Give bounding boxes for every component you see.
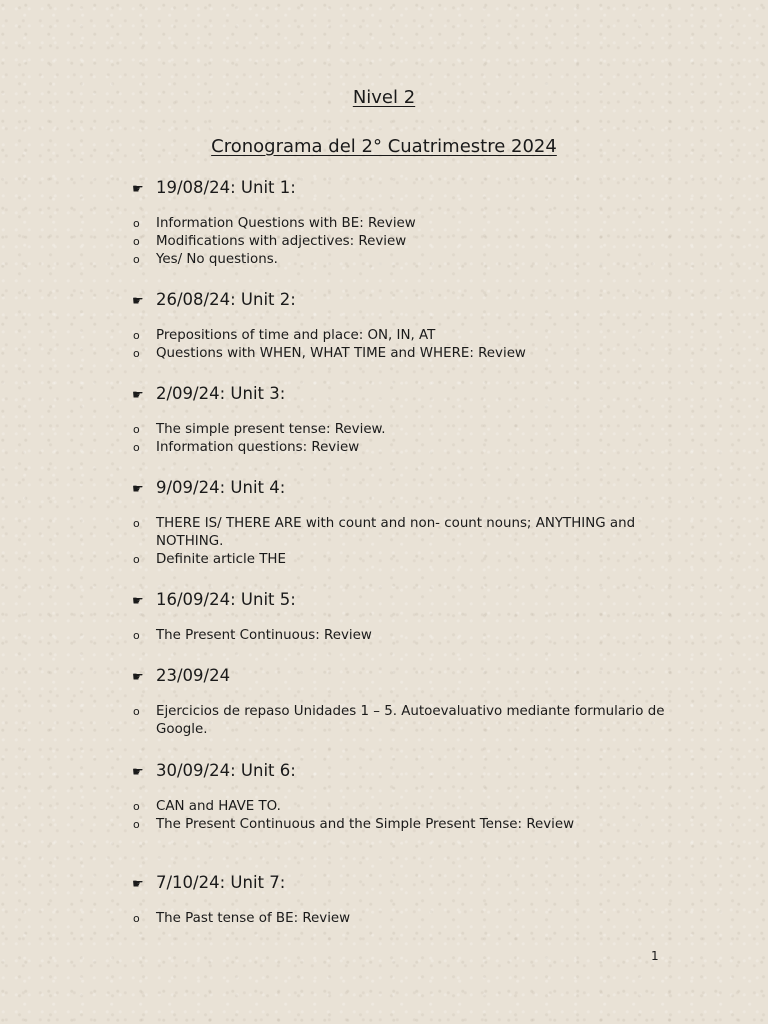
unit-section (132, 665, 672, 739)
topic-item (132, 439, 672, 457)
circle-bullet-icon: o (133, 629, 140, 642)
topic-item (132, 551, 672, 569)
topic-item (132, 233, 672, 251)
hand-pointing-right-icon: ☛ (132, 482, 144, 497)
topic-item (132, 345, 672, 363)
unit-section (132, 289, 672, 363)
topic-text: Yes/ No questions. (156, 252, 278, 267)
document-title: Nivel 2 (352, 87, 416, 108)
unit-heading (132, 872, 672, 894)
unit-heading (132, 177, 672, 199)
topic-list (132, 703, 672, 739)
circle-bullet-icon: o (133, 705, 140, 718)
topic-item (132, 816, 672, 834)
unit-heading-label: 26/08/24: Unit 2: (156, 290, 296, 309)
topic-text: Definite article THE (156, 552, 286, 567)
circle-bullet-icon: o (133, 818, 140, 831)
unit-heading (132, 289, 672, 311)
hand-pointing-right-icon: ☛ (132, 765, 144, 780)
unit-section (132, 383, 672, 457)
unit-heading-label: 7/10/24: Unit 7: (156, 873, 286, 892)
unit-heading-label: 23/09/24 (156, 666, 231, 685)
topic-list (132, 327, 672, 363)
unit-section (132, 589, 672, 645)
unit-heading (132, 383, 672, 405)
unit-heading-label: 16/09/24: Unit 5: (156, 590, 296, 609)
unit-heading-label: 9/09/24: Unit 4: (156, 478, 286, 497)
topic-text: The Present Continuous and the Simple Present Tense: Review (156, 817, 575, 832)
page-number: 1 (651, 949, 659, 963)
topic-item (132, 327, 672, 345)
topic-text: Questions with WHEN, WHAT TIME and WHERE: Review (156, 346, 526, 361)
circle-bullet-icon: o (133, 553, 140, 566)
topic-item (132, 703, 672, 739)
topic-text: CAN and HAVE TO. (156, 799, 281, 814)
circle-bullet-icon: o (133, 347, 140, 360)
hand-pointing-right-icon: ☛ (132, 877, 144, 892)
hand-pointing-right-icon: ☛ (132, 594, 144, 609)
topic-item (132, 421, 672, 439)
unit-heading-label: 30/09/24: Unit 6: (156, 761, 296, 780)
hand-pointing-right-icon: ☛ (132, 294, 144, 309)
topic-list (132, 627, 672, 645)
topic-text: Information questions: Review (156, 440, 360, 455)
hand-pointing-right-icon: ☛ (132, 388, 144, 403)
topic-item (132, 627, 672, 645)
topic-text: THERE IS/ THERE ARE with count and non- count nouns; ANYTHING and NOTHING. (156, 516, 636, 549)
hand-pointing-right-icon: ☛ (132, 670, 144, 685)
unit-section (132, 872, 672, 928)
topic-list (132, 515, 672, 569)
topic-text: The simple present tense: Review. (156, 422, 386, 437)
topic-list (132, 798, 672, 834)
unit-section (132, 477, 672, 569)
circle-bullet-icon: o (133, 800, 140, 813)
circle-bullet-icon: o (133, 423, 140, 436)
topic-text: Prepositions of time and place: ON, IN, AT (156, 328, 436, 343)
unit-heading (132, 477, 672, 499)
unit-section (132, 760, 672, 834)
hand-pointing-right-icon: ☛ (132, 182, 144, 197)
unit-section (132, 177, 672, 269)
unit-heading-label: 2/09/24: Unit 3: (156, 384, 286, 403)
circle-bullet-icon: o (133, 235, 140, 248)
circle-bullet-icon: o (133, 329, 140, 342)
topic-list (132, 215, 672, 269)
circle-bullet-icon: o (133, 517, 140, 530)
circle-bullet-icon: o (133, 912, 140, 925)
unit-heading (132, 589, 672, 611)
topic-text: The Present Continuous: Review (156, 628, 372, 643)
topic-item (132, 215, 672, 233)
topic-text: Ejercicios de repaso Unidades 1 – 5. Autoevaluativo mediante formulario de Google. (156, 704, 665, 737)
topic-item (132, 910, 672, 928)
topic-text: Information Questions with BE: Review (156, 216, 416, 231)
topic-list (132, 910, 672, 928)
unit-heading (132, 665, 672, 687)
topic-text: Modifications with adjectives: Review (156, 234, 407, 249)
topic-item (132, 515, 672, 551)
topic-list (132, 421, 672, 457)
topic-item (132, 251, 672, 269)
document-subtitle: Cronograma del 2° Cuatrimestre 2024 (211, 136, 557, 157)
circle-bullet-icon: o (133, 253, 140, 266)
unit-heading-label: 19/08/24: Unit 1: (156, 178, 296, 197)
circle-bullet-icon: o (133, 217, 140, 230)
circle-bullet-icon: o (133, 441, 140, 454)
unit-heading (132, 760, 672, 782)
topic-text: The Past tense of BE: Review (156, 911, 351, 926)
topic-item (132, 798, 672, 816)
